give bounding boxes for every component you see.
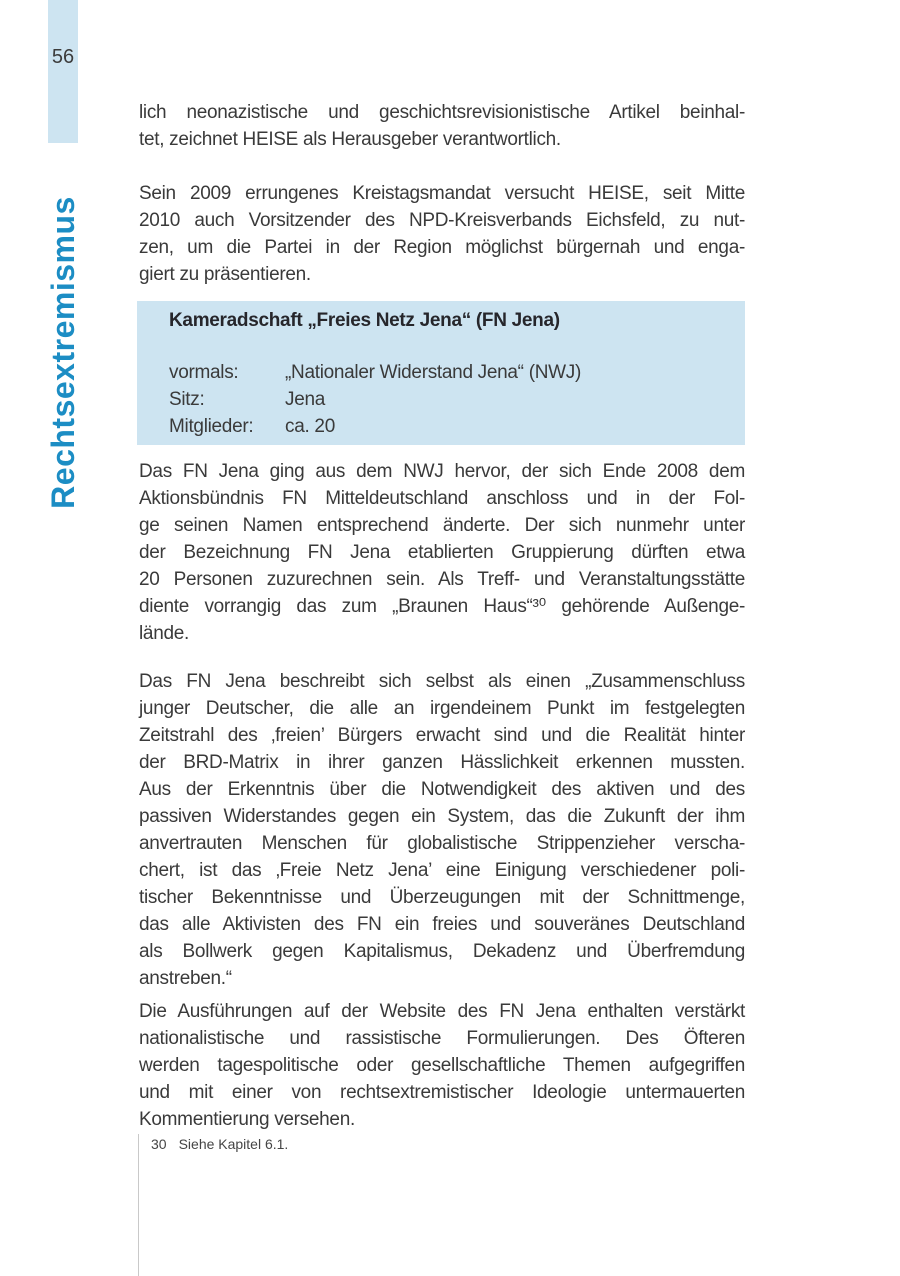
text-line: diente vorrangig das zum „Braunen Haus“³⁰ gehörende Außenge- — [139, 596, 745, 617]
footnote-rule — [138, 1134, 139, 1276]
paragraph-2 — [139, 180, 745, 288]
info-box-row-label: Sitz: — [169, 389, 205, 410]
text-line: Die Ausführungen auf der Website des FN Jena enthalten verstärkt — [139, 1001, 745, 1022]
organization-info-box — [137, 301, 745, 445]
text-line: das alle Aktivisten des FN ein freies und souveränes Deutschland — [139, 914, 745, 935]
text-line: chert, ist das ‚Freie Netz Jena’ eine Einigung verschiedener poli- — [139, 860, 745, 881]
text-line: der Bezeichnung FN Jena etablierten Gruppierung dürften etwa — [139, 542, 745, 563]
text-line: als Bollwerk gegen Kapitalismus, Dekadenz und Überfremdung — [139, 941, 745, 962]
text-line: Das FN Jena beschreibt sich selbst als einen „Zusammenschluss — [139, 671, 745, 692]
text-line: der BRD-Matrix in ihrer ganzen Hässlichkeit erkennen mussten. — [139, 752, 745, 773]
text-line: giert zu präsentieren. — [139, 264, 311, 285]
footnote-number: 30 — [151, 1136, 167, 1152]
footnote — [151, 1136, 288, 1152]
text-line: tischer Bekenntnisse und Überzeugungen mit der Schnittmenge, — [139, 887, 745, 908]
info-box-row — [169, 359, 725, 386]
info-box-row-value: ca. 20 — [285, 416, 335, 437]
text-line: tet, zeichnet HEISE als Herausgeber verantwortlich. — [139, 129, 561, 150]
footnote-text: Siehe Kapitel 6.1. — [178, 1136, 289, 1152]
text-line: Kommentierung versehen. — [139, 1109, 355, 1130]
text-line: Zeitstrahl des ‚freien’ Bürgers erwacht sind und die Realität hinter — [139, 725, 745, 746]
text-line: Aktionsbündnis FN Mitteldeutschland anschloss und in der Fol- — [139, 488, 745, 509]
text-line: nationalistische und rassistische Formulierungen. Des Öfteren — [139, 1028, 745, 1049]
text-line: werden tagespolitische oder gesellschaftliche Themen aufgegriffen — [139, 1055, 745, 1076]
text-line: und mit einer von rechtsextremistischer Ideologie untermauerten — [139, 1082, 745, 1103]
text-line: lände. — [139, 623, 189, 644]
text-line: 2010 auch Vorsitzender des NPD-Kreisverbands Eichsfeld, zu nut- — [139, 210, 745, 231]
info-box-row — [169, 386, 725, 413]
paragraph-3 — [139, 458, 745, 647]
chapter-sidebar — [28, 180, 98, 525]
text-line: Das FN Jena ging aus dem NWJ hervor, der sich Ende 2008 dem — [139, 461, 745, 482]
paragraph-5 — [139, 998, 745, 1133]
info-box-title: Kameradschaft „Freies Netz Jena“ (FN Jena) — [169, 310, 560, 331]
text-line: Aus der Erkenntnis über die Notwendigkeit des aktiven und des — [139, 779, 745, 800]
text-line: ge seinen Namen entsprechend änderte. Der sich nunmehr unter — [139, 515, 745, 536]
info-box-rows — [169, 359, 725, 440]
text-line: 20 Personen zuzurechnen sein. Als Treff- und Veranstaltungsstätte — [139, 569, 745, 590]
info-box-row-label: Mitglieder: — [169, 416, 254, 437]
text-line: zen, um die Partei in der Region möglichst bürgernah und enga- — [139, 237, 745, 258]
text-line: Sein 2009 errungenes Kreistagsmandat versucht HEISE, seit Mitte — [139, 183, 745, 204]
text-line: junger Deutscher, die alle an irgendeinem Punkt im festgelegten — [139, 698, 745, 719]
text-line: anstreben.“ — [139, 968, 232, 989]
info-box-row-label: vormals: — [169, 362, 239, 383]
paragraph-4 — [139, 668, 745, 992]
info-box-row — [169, 413, 725, 440]
text-line: anvertrauten Menschen für globalistische Strippenzieher verscha- — [139, 833, 745, 854]
page-number-bar — [48, 0, 78, 143]
paragraph-1 — [139, 99, 745, 153]
text-line: passiven Widerstandes gegen ein System, das die Zukunft der ihm — [139, 806, 745, 827]
text-line: lich neonazistische und geschichtsrevisionistische Artikel beinhal- — [139, 102, 745, 123]
info-box-row-value: „Nationaler Widerstand Jena“ (NWJ) — [285, 362, 581, 383]
chapter-label-vertical: Rechtsextremismus — [44, 196, 81, 509]
info-box-row-value: Jena — [285, 389, 326, 410]
page-number: 56 — [51, 46, 75, 68]
